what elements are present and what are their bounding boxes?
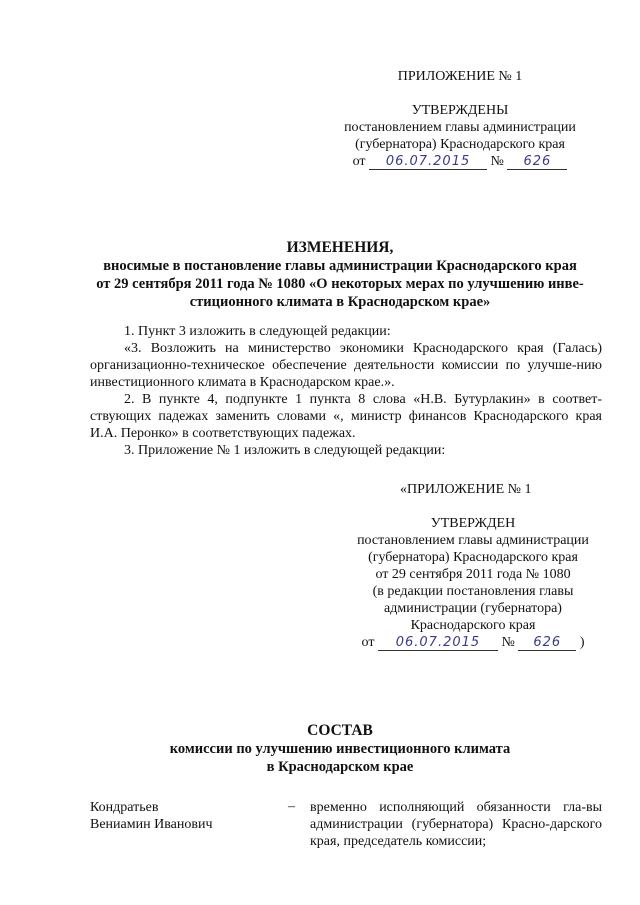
appendix-label: ПРИЛОЖЕНИЕ № 1 xyxy=(397,69,523,84)
inner-appendix-line5: администрации (губернатора) xyxy=(384,601,562,616)
inner-appendix-label: «ПРИЛОЖЕНИЕ № 1 xyxy=(400,482,532,497)
body-block xyxy=(90,323,602,459)
appendix-number-handwritten: 626 xyxy=(507,155,567,170)
member-given-name: Вениамин Иванович xyxy=(90,817,213,832)
title-line3: стиционного климата в Краснодарском крае» xyxy=(189,294,491,310)
composition-line1: комиссии по улучшению инвестиционного климата xyxy=(169,741,511,757)
composition-line2: в Краснодарском крае xyxy=(266,759,414,775)
inner-appendix-line2: (губернатора) Краснодарского края xyxy=(368,550,578,565)
title-line1: вносимые в постановление главы администрации Краснодарского края xyxy=(103,258,577,274)
inner-appendix-line3: от 29 сентября 2011 года № 1080 xyxy=(375,567,571,582)
inner-appendix-line4: (в редакции постановления главы xyxy=(372,584,574,599)
inner-appendix-date-row xyxy=(338,634,608,651)
title-line2: от 29 сентября 2011 года № 1080 «О некоторых мерах по улучшению инве- xyxy=(96,276,584,292)
appendix-line1: постановлением главы администрации xyxy=(344,120,576,135)
body-paragraph-4: 3. Приложение № 1 изложить в следующей редакции: xyxy=(124,443,446,458)
appendix-date-handwritten: 06.07.2015 xyxy=(369,155,487,170)
member-dash: – xyxy=(288,799,295,814)
member-role: временно исполняющий обязанности гла-вы администрации (губернатора) Красно-дарского края, председатель комиссии; xyxy=(310,800,602,849)
inner-appendix-from-label: от xyxy=(361,635,375,650)
inner-appendix-number-label: № xyxy=(501,635,515,650)
appendix-number-label: № xyxy=(490,154,504,169)
body-paragraph-2: «3. Возложить на министерство экономики Краснодарского края (Галась) организационно-техническое обеспечение деятельности комиссии по улучше-нию инвестиционного климата в Краснодарском крае.». xyxy=(90,341,602,390)
composition-title: СОСТАВ xyxy=(307,722,373,739)
member-surname: Кондратьев xyxy=(90,800,159,815)
body-paragraph-3: 2. В пункте 4, подпункте 1 пункта 8 слова «Н.В. Бутурлакин» в соответ-ствующих падежах заменить словами «, министр финансов Краснодарского края И.А. Перонко» в соответствующих падежах. xyxy=(90,392,602,441)
inner-appendix-approved: УТВЕРЖДЕН xyxy=(430,516,516,531)
appendix-approved: УТВЕРЖДЕНЫ xyxy=(411,103,509,118)
inner-appendix-date-handwritten: 06.07.2015 xyxy=(378,636,498,651)
inner-appendix-block xyxy=(338,481,608,651)
title-block xyxy=(80,239,600,311)
appendix-date-row xyxy=(330,153,590,170)
title-main: ИЗМЕНЕНИЯ, xyxy=(286,239,394,256)
appendix-from-label: от xyxy=(352,154,366,169)
member-name-block xyxy=(90,799,270,833)
inner-appendix-close-paren: ) xyxy=(579,635,585,650)
appendix-line2: (губернатора) Краснодарского края xyxy=(355,137,565,152)
inner-appendix-number-handwritten: 626 xyxy=(518,636,576,651)
inner-appendix-line1: постановлением главы администрации xyxy=(357,533,589,548)
appendix-block xyxy=(330,68,590,170)
body-paragraph-1: 1. Пункт 3 изложить в следующей редакции: xyxy=(124,324,391,339)
inner-appendix-line6: Краснодарского края xyxy=(410,618,536,633)
composition-block xyxy=(90,722,590,776)
